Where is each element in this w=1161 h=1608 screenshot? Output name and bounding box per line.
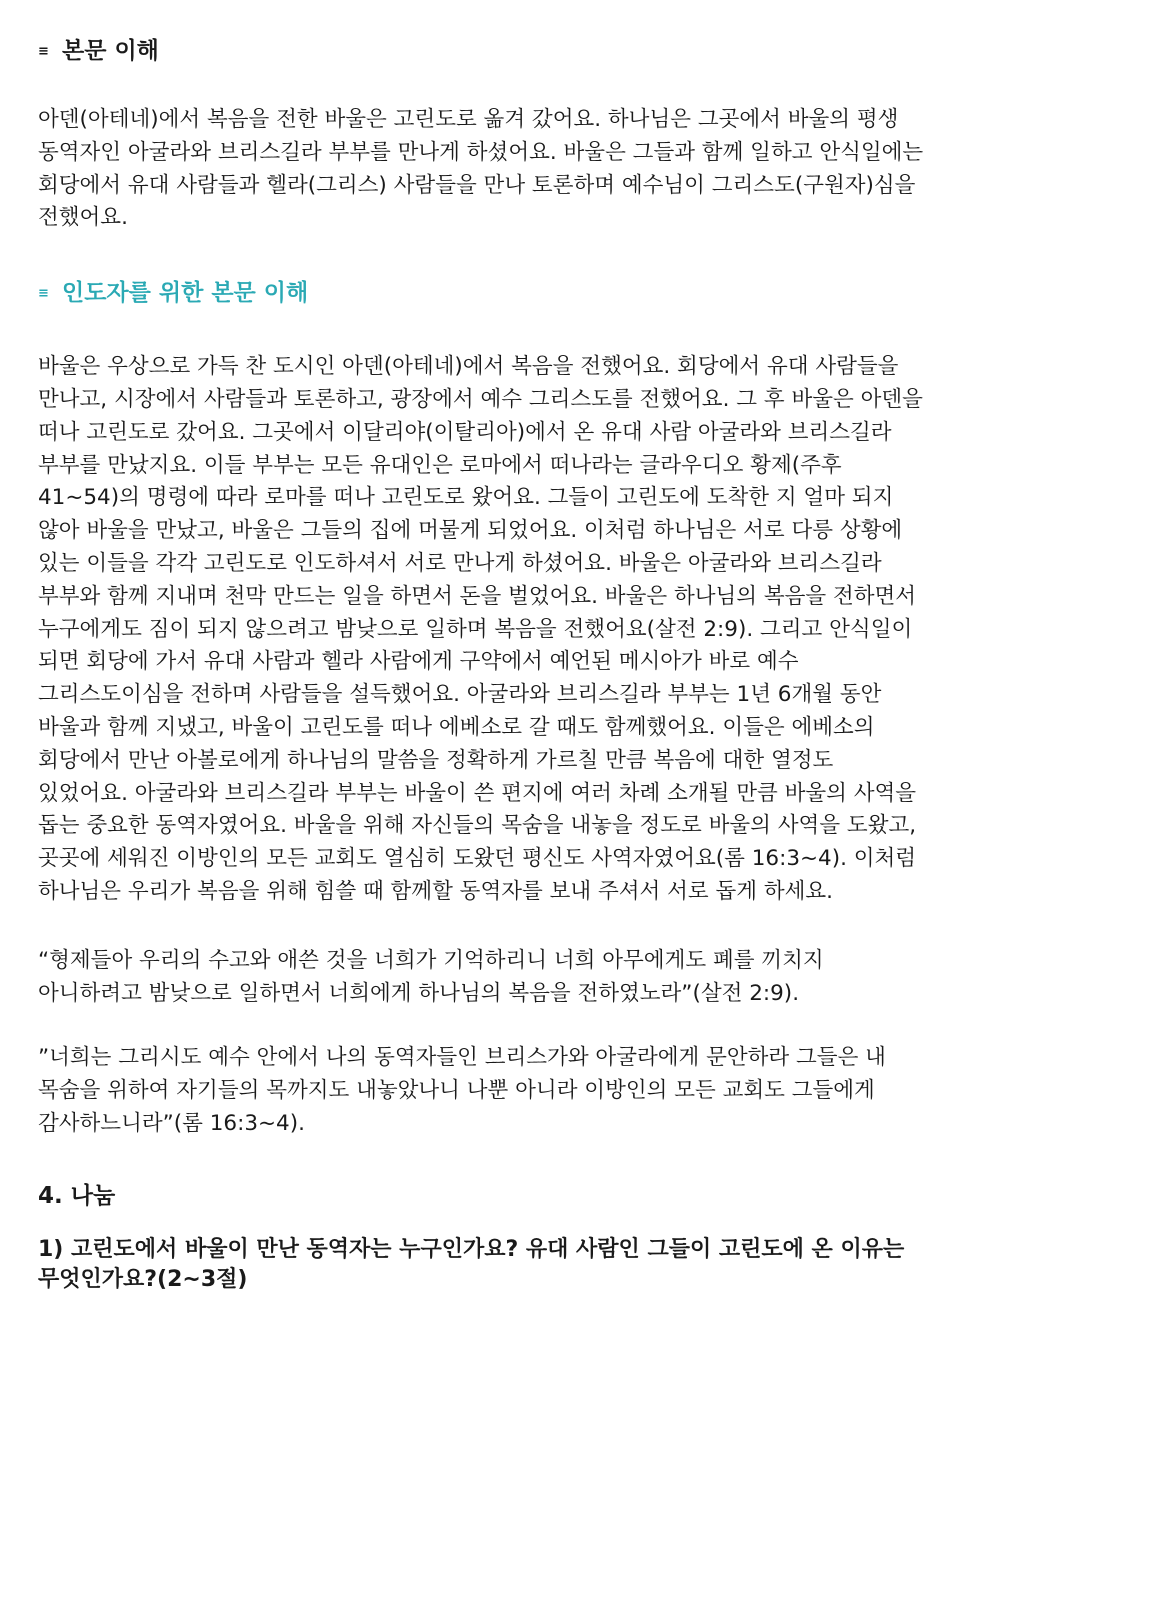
quote-line: 목숨을 위하여 자기들의 목까지도 내놓았나니 나뿐 아니라 이방인의 모든 교회도 그들에게 — [38, 1078, 875, 1104]
paragraph-line: 바울과 함께 지냈고, 바울이 고린도를 떠나 에베소로 갈 때도 함께했어요. 이들은 에베소의 — [38, 714, 875, 740]
paragraph-line: 동역자인 아굴라와 브리스길라 부부를 만나게 하셨어요. 바울은 그들과 함께 일하고 안식일에는 — [38, 139, 924, 165]
quote-line: 감사하느니라”(롬 16:3~4). — [38, 1110, 305, 1136]
section-heading-understanding — [38, 34, 1138, 69]
leader-paragraph — [38, 351, 1138, 909]
paragraph-line: 돕는 중요한 동역자였어요. 바울을 위해 자신들의 목숨을 내놓을 정도로 바울의 사역을 도왔고, — [38, 813, 917, 839]
paragraph-line: 회당에서 유대 사람들과 헬라(그리스) 사람들을 만나 토론하며 예수님이 그리스도(구원자)심을 — [38, 172, 916, 198]
quote-line: “형제들아 우리의 수고와 애쓴 것을 너희가 기억하리니 너희 아무에게도 폐를 끼치지 — [38, 947, 824, 973]
paragraph-line: 되면 회당에 가서 유대 사람과 헬라 사람에게 구약에서 예언된 메시아가 바로 예수 — [38, 649, 799, 675]
scripture-quote-thessalonians — [38, 945, 1138, 1011]
paragraph-line: 않아 바울을 만났고, 바울은 그들의 집에 머물게 되었어요. 이처럼 하나님은 서로 다릉 상황에 — [38, 518, 903, 544]
sharing-question-1 — [38, 1235, 1138, 1295]
paragraph-line: 부부와 함께 지내며 천막 만드는 일을 하면서 돈을 벌었어요. 바울은 하나님의 복음을 전하면서 — [38, 583, 917, 609]
scripture-quote-romans — [38, 1042, 1138, 1140]
paragraph-line: 부부를 만났지요. 이들 부부는 모든 유대인은 로마에서 떠나라는 글라우디오 황제(주후 — [38, 452, 842, 478]
heading-title: 4. 나눔 — [38, 1182, 116, 1209]
document-page — [38, 34, 1138, 1295]
paragraph-line: 만나고, 시장에서 사람들과 토론하고, 광장에서 예수 그리스도를 전했어요. 그 후 바울은 아덴을 — [38, 386, 923, 412]
question-line: 무엇인가요?(2~3절) — [38, 1266, 248, 1292]
paragraph-line: 있었어요. 아굴라와 브리스길라 부부는 바울이 쓴 편지에 여러 차례 소개될 만큼 바울의 사역을 — [38, 780, 917, 806]
paragraph-line: 전했어요. — [38, 205, 128, 231]
paragraph-line: 41~54)의 명령에 따라 로마를 떠나 고린도로 왔어요. 그들이 고린도에 도착한 지 얼마 되지 — [38, 485, 894, 511]
paragraph-line: 누구에게도 짐이 되지 않으려고 밤낮으로 일하며 복음을 전했어요(살전 2:9). 그리고 안식일이 — [38, 616, 913, 642]
heading-title: 본문 이해 — [62, 38, 159, 64]
paragraph-line: 있는 이들을 각각 고린도로 인도하셔서 서로 만나게 하셨어요. 바울은 아굴라와 브리스길라 — [38, 550, 882, 576]
paragraph-line: 아덴(아테네)에서 복음을 전한 바울은 고린도로 옮겨 갔어요. 하나님은 그곳에서 바울의 평생 — [38, 107, 899, 132]
paragraph-line: 하나님은 우리가 복음을 위해 힘쓸 때 함께할 동역자를 보내 주셔서 서로 돕게 하세요. — [38, 878, 833, 904]
quote-line: ”너희는 그리시도 예수 안에서 나의 동역자들인 브리스가와 아굴라에게 문안하라 그들은 내 — [38, 1045, 886, 1071]
paragraph-line: 회당에서 만난 아볼로에게 하나님의 말씀을 정확하게 가르칠 만큼 복음에 대한 열정도 — [38, 747, 834, 773]
paragraph-line: 그리스도이심을 전하며 사람들을 설득했어요. 아굴라와 브리스길라 부부는 1년 6개월 동안 — [38, 682, 882, 708]
section-heading-sharing — [38, 1179, 1138, 1213]
paragraph-line: 떠나 고린도로 갔어요. 그곳에서 이달리야(이탈리아)에서 온 유대 사람 아굴라와 브리스길라 — [38, 419, 892, 445]
question-line: 1) 고린도에서 바울이 만난 동역자는 누구인가요? 유대 사람인 그들이 고린도에 온 이유는 — [38, 1236, 905, 1262]
section-heading-leader — [38, 276, 1138, 311]
paragraph-line: 곳곳에 세워진 이방인의 모든 교회도 열심히 도왔던 평신도 사역자였어요(롬 16:3~4). 이처럼 — [38, 846, 917, 872]
heading-title: 인도자를 위한 본문 이해 — [62, 280, 309, 307]
heading-bullet-icon: ≡ — [38, 286, 49, 302]
paragraph-line: 바울은 우상으로 가득 찬 도시인 아덴(아테네)에서 복음을 전했어요. 회당에서 유대 사람들을 — [38, 354, 899, 380]
quote-line: 아니하려고 밤낮으로 일하면서 너희에게 하나님의 복음을 전하였노라”(살전 2:9). — [38, 980, 800, 1006]
understanding-paragraph — [38, 104, 1138, 235]
heading-bullet-icon: ≡ — [38, 44, 49, 59]
